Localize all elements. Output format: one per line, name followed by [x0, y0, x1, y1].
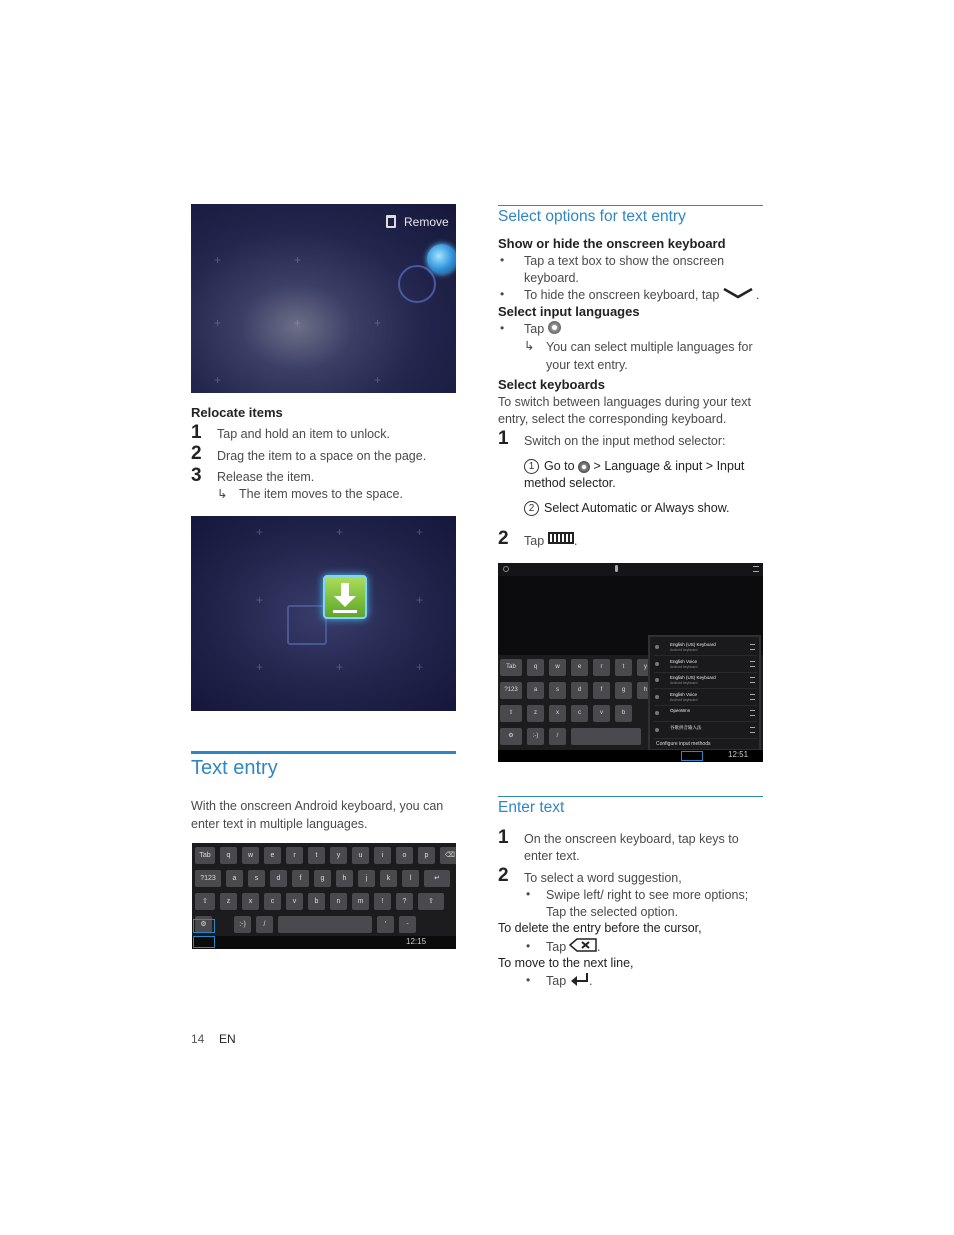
keyboard-key[interactable]: h	[336, 870, 353, 887]
keyboard-key[interactable]: g	[314, 870, 331, 887]
radio-icon	[655, 678, 659, 682]
keyboard-key[interactable]: f	[292, 870, 309, 887]
keyboard-key[interactable]: p	[418, 847, 435, 864]
keyboard-key[interactable]: d	[270, 870, 287, 887]
input-lang-tap: Tap	[524, 322, 545, 336]
keyboard-key[interactable]: a	[226, 870, 243, 887]
input-method-item[interactable]	[654, 657, 757, 673]
keyboard-key[interactable]: Tab	[500, 659, 522, 676]
settings-key-highlight	[193, 919, 215, 933]
kb-step-2: Tap	[524, 534, 545, 548]
keyboard-key[interactable]: n	[330, 893, 347, 910]
settings-slider-icon[interactable]	[750, 694, 755, 700]
keyboard-key[interactable]: e	[264, 847, 281, 864]
keyboard-key[interactable]: r	[593, 659, 610, 676]
period: .	[756, 288, 760, 302]
keyboard-icon	[548, 532, 574, 544]
settings-slider-icon[interactable]	[750, 677, 755, 683]
text-entry-body: With the onscreen Android keyboard, you can enter text in multiple languages.	[191, 799, 444, 831]
input-method-sub: Android keyboard	[670, 681, 698, 685]
keyboard-key[interactable]: q	[527, 659, 544, 676]
keyboard-key[interactable]: b	[615, 705, 632, 722]
relocate-result: The item moves to the space.	[239, 487, 403, 501]
keyboard-key[interactable]: -	[399, 916, 416, 933]
enter-sub-bullet: Swipe left/ right to see more options; Tap the selected option.	[546, 888, 749, 919]
input-method-sub: Android keyboard	[670, 697, 698, 702]
period: .	[574, 534, 578, 548]
status-time-2: 12:51	[728, 750, 749, 759]
text-entry-rule	[191, 751, 456, 754]
download-app-icon	[323, 575, 367, 619]
bullet: •	[500, 321, 505, 335]
radio-icon	[655, 695, 659, 699]
keyboard-key[interactable]: ⇧	[195, 893, 215, 910]
keyboard-key[interactable]: b	[308, 893, 325, 910]
language-code: EN	[219, 1032, 236, 1046]
period: .	[589, 974, 593, 988]
hide-key-highlight	[193, 936, 215, 948]
input-method-name: English (US) Keyboard	[670, 642, 716, 647]
select-options-title: Select options for text entry	[498, 208, 686, 225]
show-hide-bullet-2: To hide the onscreen keyboard, tap	[524, 288, 720, 302]
enter-step-2: To select a word suggestion,	[524, 871, 682, 885]
keyboard-key[interactable]: ⚙	[500, 728, 522, 745]
keyboard-key[interactable]: k	[380, 870, 397, 887]
keyboard-key[interactable]: ?123	[500, 682, 522, 699]
keyboard-key[interactable]: s	[248, 870, 265, 887]
keyboard-key[interactable]: t	[615, 659, 632, 676]
kb-step-1-num: 1	[498, 428, 509, 449]
keyboard-key[interactable]: !	[374, 893, 391, 910]
keyboard-key[interactable]: v	[286, 893, 303, 910]
relocate-step-1: Tap and hold an item to unlock.	[217, 427, 391, 441]
settings-slider-icon[interactable]	[750, 661, 755, 667]
input-method-name: English Voice	[670, 658, 698, 664]
text-entry-title: Text entry	[191, 757, 278, 779]
keyboard-key[interactable]: y	[637, 659, 654, 676]
search-icon	[503, 566, 509, 572]
bullet: •	[526, 887, 531, 901]
input-method-name: 谷歌拼音输入法	[670, 724, 702, 730]
kb-sub-2	[524, 501, 730, 516]
keyboard-key[interactable]	[571, 728, 641, 745]
input-method-name: OpenWnn	[670, 708, 691, 713]
input-method-item[interactable]	[654, 706, 757, 722]
kb-sub-1	[524, 458, 764, 492]
enter-text-rule	[498, 796, 763, 797]
enter-key-icon	[570, 972, 590, 986]
keyboard-key[interactable]: q	[220, 847, 237, 864]
remove-label: Remove	[404, 215, 449, 229]
keyboard-key[interactable]: y	[330, 847, 347, 864]
bullet: •	[526, 973, 531, 987]
relocate-title: Relocate items	[191, 405, 283, 420]
keyboard-key[interactable]: ?123	[195, 870, 221, 887]
keyboard-key[interactable]: d	[571, 682, 588, 699]
show-hide-title: Show or hide the onscreen keyboard	[498, 236, 726, 251]
keyboard-key[interactable]: o	[396, 847, 413, 864]
settings-slider-icon[interactable]	[750, 644, 755, 650]
globe-app-icon	[427, 244, 456, 274]
keyboards-body: To switch between languages during your text entry, select the corresponding keyboard.	[498, 395, 751, 426]
bullet: •	[500, 287, 505, 301]
keyboard-key[interactable]: c	[264, 893, 281, 910]
kb-sub-1-b: > Language & input > Input method selector.	[524, 459, 745, 490]
circled-two: 2	[524, 501, 539, 516]
keyboard-key[interactable]: h	[637, 682, 654, 699]
input-method-sub: Android keyboard	[670, 664, 698, 669]
relocate-screenshot-1: + + + + + + + Remove	[191, 204, 456, 393]
input-method-name: English (US) Keyboard	[670, 675, 716, 680]
keyboard-key[interactable]: r	[286, 847, 303, 864]
relocate-screenshot-2: + + + + + + + +	[191, 516, 456, 711]
input-method-item[interactable]	[654, 673, 757, 689]
keyboard-key[interactable]: z	[220, 893, 237, 910]
relocate-step-3-num: 3	[191, 465, 202, 486]
next-tap: Tap	[546, 974, 567, 988]
keyboard-key[interactable]: s	[549, 682, 566, 699]
bullet: •	[526, 939, 531, 953]
result-arrow-icon: ↳	[217, 487, 228, 501]
enter-step-2-num: 2	[498, 865, 509, 886]
keyboard-key[interactable]: x	[242, 893, 259, 910]
radio-icon	[655, 645, 659, 649]
keyboard-key[interactable]: f	[593, 682, 610, 699]
relocate-step-2: Drag the item to a space on the page.	[217, 449, 427, 463]
keyboard-key[interactable]: ⌫	[440, 847, 456, 864]
radio-icon	[655, 662, 659, 666]
keyboard-key[interactable]: Tab	[195, 847, 215, 864]
keyboard-key[interactable]: i	[374, 847, 391, 864]
keyboard-key[interactable]: x	[549, 705, 566, 722]
input-method-item[interactable]	[654, 723, 757, 739]
relocate-step-3: Release the item.	[217, 470, 315, 484]
keyboard-key[interactable]: ⇧	[418, 893, 444, 910]
keyboard-key[interactable]: g	[615, 682, 632, 699]
settings-gear-icon	[578, 461, 590, 473]
radio-icon	[655, 711, 659, 715]
keyboard-key[interactable]: :-)	[527, 728, 544, 745]
keyboard-key[interactable]: m	[352, 893, 369, 910]
keyboard-key[interactable]: ⚙	[195, 916, 212, 933]
kb-step-2-num: 2	[498, 528, 509, 549]
keyboard-key[interactable]: u	[352, 847, 369, 864]
trash-icon	[386, 215, 396, 228]
radio-icon	[655, 728, 659, 732]
input-method-item[interactable]	[654, 690, 757, 706]
keyboard-key[interactable]: v	[593, 705, 610, 722]
select-options-rule	[498, 205, 763, 206]
keyboard-key[interactable]: a	[527, 682, 544, 699]
input-method-sub: Android keyboard	[670, 648, 698, 652]
bullet: •	[500, 253, 505, 267]
keyboard-key[interactable]: e	[571, 659, 588, 676]
delete-line: To delete the entry before the cursor,	[498, 921, 702, 935]
keyboard-key[interactable]: ⇧	[500, 705, 522, 722]
chevron-down-icon	[722, 287, 754, 299]
relocate-step-2-num: 2	[191, 443, 202, 464]
input-method-item[interactable]	[654, 640, 757, 656]
keyboard-key[interactable]: '	[377, 916, 394, 933]
keyboard-key[interactable]: /	[256, 916, 273, 933]
keyboard-key[interactable]: c	[571, 705, 588, 722]
input-lang-title: Select input languages	[498, 304, 640, 319]
enter-step-1: On the onscreen keyboard, tap keys to enter text.	[524, 832, 739, 863]
page-number: 14	[191, 1032, 205, 1046]
enter-step-1-num: 1	[498, 827, 509, 848]
enter-text-title: Enter text	[498, 799, 565, 816]
keyboard-key[interactable]: :-)	[234, 916, 251, 933]
status-time: 12:15	[406, 937, 427, 946]
show-hide-bullet-1: Tap a text box to show the onscreen keyboard.	[524, 254, 725, 285]
keyboard-key[interactable]: z	[527, 705, 544, 722]
keyboard-key[interactable]	[278, 916, 372, 933]
keyboard-status-highlight	[681, 751, 703, 761]
keyboard-screenshot	[192, 843, 456, 949]
input-method-name: English Voice	[670, 691, 698, 697]
input-method-screenshot	[498, 563, 763, 762]
result-arrow-icon: ↳	[524, 339, 535, 353]
keyboard-key[interactable]: /	[549, 728, 566, 745]
period: .	[597, 940, 601, 954]
delete-tap: Tap	[546, 940, 567, 954]
kb-step-1: Switch on the input method selector:	[524, 434, 726, 448]
keyboard-key[interactable]: ↵	[424, 870, 450, 887]
keyboard-key[interactable]: ?	[396, 893, 413, 910]
keyboard-key[interactable]: j	[358, 870, 375, 887]
settings-slider-icon[interactable]	[750, 710, 755, 716]
keyboard-key[interactable]: t	[308, 847, 325, 864]
kb-sub-2-text: Select Automatic or Always show.	[544, 501, 730, 515]
input-lang-result: You can select multiple languages for your text entry.	[546, 340, 753, 372]
drop-slot	[287, 605, 327, 645]
popup-footer[interactable]: Configure input methods	[656, 741, 711, 747]
settings-gear-icon	[548, 321, 561, 334]
drop-target-ring	[398, 265, 436, 303]
keyboard-key[interactable]: l	[402, 870, 419, 887]
next-line: To move to the next line,	[498, 956, 634, 970]
keyboard-key[interactable]: w	[549, 659, 566, 676]
settings-slider-icon[interactable]	[750, 727, 755, 733]
input-method-popup	[648, 635, 761, 751]
keyboard-key[interactable]: w	[242, 847, 259, 864]
menu-icon	[753, 566, 759, 572]
backspace-icon	[569, 938, 597, 952]
kb-sub-1-a: Go to	[544, 459, 575, 473]
relocate-step-1-num: 1	[191, 422, 202, 443]
mic-icon	[615, 565, 618, 572]
circled-one: 1	[524, 459, 539, 474]
keyboards-title: Select keyboards	[498, 377, 605, 392]
